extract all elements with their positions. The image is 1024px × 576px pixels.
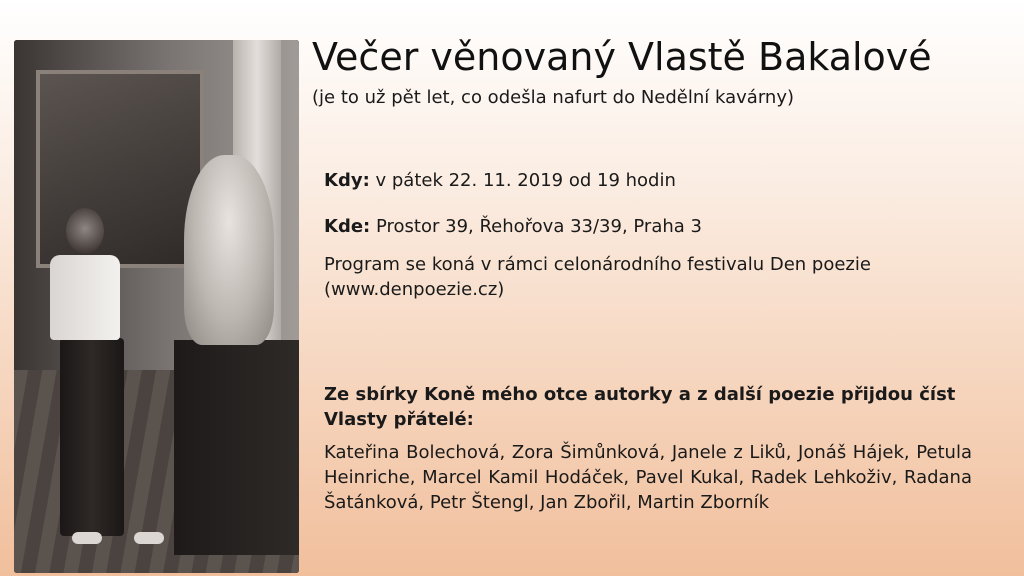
photo-woman-head	[66, 208, 104, 254]
program-line: Program se koná v rámci celonárodního festivalu Den poezie	[324, 254, 871, 275]
page-title: Večer věnovaný Vlastě Bakalové	[312, 35, 932, 79]
photo-woman-blouse	[50, 255, 120, 340]
event-when	[324, 168, 676, 193]
where-value: Prostor 39, Řehořova 33/39, Praha 3	[375, 216, 702, 237]
event-where	[324, 214, 702, 239]
readers-heading-line: Ze sbírky Koně mého otce autorky a z další poezie přijdou číst	[324, 384, 956, 405]
photo-woman-legs	[60, 338, 124, 536]
when-value: v pátek 22. 11. 2019 od 19 hodin	[375, 170, 676, 191]
program-link: (www.denpoezie.cz)	[324, 279, 505, 300]
program-note	[324, 252, 974, 302]
readers-heading-line: Vlasty přátelé:	[324, 409, 474, 430]
photo-plinth	[174, 340, 299, 555]
black-white-photo	[14, 40, 299, 573]
readers-list: Kateřina Bolechová, Zora Šimůnková, Janele z Liků, Jonáš Hájek, Petula Heinriche, Marcel Kamil Hodáček, Pavel Kukal, Radek Lehkoživ, Radana Šatánková, Petr Štengl, Jan Zbořil, Martin Zborník	[324, 442, 972, 513]
where-label: Kde:	[324, 216, 371, 237]
when-label: Kdy:	[324, 170, 370, 191]
photo-statue	[184, 155, 274, 345]
photo-shoe	[72, 532, 102, 544]
readers-heading	[324, 382, 984, 432]
photo-painting	[36, 70, 204, 268]
photo-shoe	[134, 532, 164, 544]
page-subtitle: (je to už pět let, co odešla nafurt do Nedělní kavárny)	[312, 87, 795, 108]
